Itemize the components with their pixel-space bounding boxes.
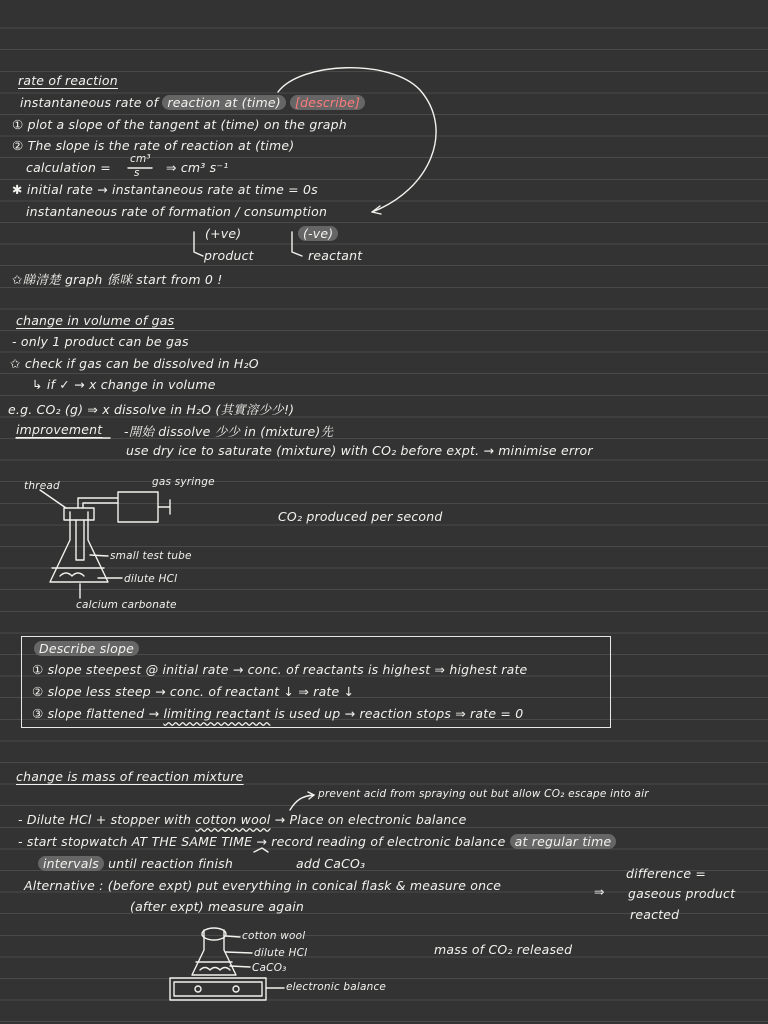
step-1 <box>12 117 347 132</box>
slope-point-3-text-a: slope flattened → <box>47 706 160 721</box>
mass-step-2-cont <box>38 856 233 871</box>
improvement-label: improvement <box>16 422 103 437</box>
thread-line <box>40 490 66 508</box>
slope-point-3-text-c: is used up → reaction stops ⇒ rate = 0 <box>274 706 524 721</box>
syringe-plunger <box>158 500 170 514</box>
prevent-arrow <box>290 795 314 810</box>
after-expt-line: (after expt) measure again <box>130 899 305 914</box>
start-from-zero-note: ✩睇清楚 graph 係咪 start from 0 ! <box>12 272 223 287</box>
alternative-line: Alternative : (before expt) put everything in conical flask & measure once <box>24 878 502 893</box>
step-2-text: The slope is the rate of reaction at (time) <box>27 138 295 153</box>
improvement-text-1: -開始 dissolve 少少 in (mixture)先 <box>124 424 334 439</box>
calculation-denominator: s <box>134 167 140 179</box>
slope-point-1-text: slope steepest @ initial rate → conc. of reactants is highest ⇒ highest rate <box>47 662 528 677</box>
calcium-carbonate-label: calcium carbonate <box>76 599 177 611</box>
highlight-reaction-at-time: reaction at (time) <box>162 95 285 110</box>
regular-time-highlight: at regular time <box>510 834 617 849</box>
small-test-tube <box>76 520 84 560</box>
flask-stopper <box>64 508 94 520</box>
mass-step-1-text-a: - Dilute HCl + stopper with <box>18 812 192 827</box>
delivery-tube-inner <box>83 503 118 508</box>
slope-point-1-number: ① <box>32 662 44 677</box>
reactant-label: reactant <box>308 248 363 263</box>
mass-step-2 <box>18 834 616 849</box>
improvement-text-2: use dry ice to saturate (mixture) with CO₂ before expt. → minimise error <box>126 443 593 458</box>
implies-arrow: ⇒ <box>594 884 605 899</box>
mass-step-1-text-c: → Place on electronic balance <box>274 812 467 827</box>
if-yes-no-change: ↳ if ✓ → x change in volume <box>32 377 216 392</box>
product-label: product <box>204 248 254 263</box>
step-2 <box>12 138 294 153</box>
instantaneous-rate-line <box>20 95 365 110</box>
calculation-numerator: cm³ <box>130 153 151 165</box>
electronic-balance-label: electronic balance <box>286 981 387 993</box>
section-title-mass: change is mass of reaction mixture <box>16 769 244 784</box>
difference-3: reacted <box>630 907 680 922</box>
cotton-wool-plug <box>202 928 226 940</box>
negative-label: (-ve) <box>298 226 338 241</box>
positive-label: (+ve) <box>205 226 242 241</box>
prevent-acid-note: prevent acid from spraying out but allow CO₂ escape into air <box>318 788 649 800</box>
step-1-number: ① <box>12 117 24 132</box>
gas-syringe <box>118 492 158 522</box>
mass-caco3-chips <box>200 968 230 971</box>
curved-arrow-head <box>372 206 381 214</box>
mass-co2-released: mass of CO₂ released <box>434 942 573 957</box>
formation-consumption-line: instantaneous rate of formation / consumption <box>26 204 328 219</box>
add-caco3: add CaCO₃ <box>296 856 366 871</box>
calculation-result: ⇒ cm³ s⁻¹ <box>166 160 229 175</box>
one-product-gas: - only 1 product can be gas <box>12 334 189 349</box>
dilute-hcl-label-2: dilute HCl <box>254 947 308 959</box>
slope-point-3-number: ③ <box>32 706 44 721</box>
limiting-reactant: limiting reactant <box>163 706 271 721</box>
balance-button-left <box>195 986 201 992</box>
cotton-wool-label: cotton wool <box>242 930 306 942</box>
describe-slope-title: Describe slope <box>34 641 139 656</box>
step-2-number: ② <box>12 138 24 153</box>
product-bracket <box>194 232 203 256</box>
check-dissolve: ✩ check if gas can be dissolved in H₂O <box>10 356 259 371</box>
caco3-label: CaCO₃ <box>252 962 287 974</box>
delivery-tube <box>78 498 118 508</box>
example-co2: e.g. CO₂ (g) ⇒ x dissolve in H₂O (其實溶少少!) <box>8 402 295 417</box>
electronic-balance <box>170 978 266 1000</box>
slope-point-3 <box>32 706 523 721</box>
balance-button-right <box>233 986 239 992</box>
section-title-rate: rate of reaction <box>18 73 118 88</box>
intervals-highlight: intervals <box>38 856 104 871</box>
gas-syringe-label: gas syringe <box>152 476 215 488</box>
instantaneous-rate-text: instantaneous rate of <box>20 95 159 110</box>
dilute-hcl-label: dilute HCl <box>124 573 178 585</box>
step-1-text: plot a slope of the tangent at (time) on the graph <box>27 117 347 132</box>
section-title-volume: change in volume of gas <box>16 313 175 328</box>
conical-flask <box>50 512 108 582</box>
calculation-label: calculation = <box>26 160 111 175</box>
until-finish-text: until reaction finish <box>108 856 234 871</box>
prevent-arrow-head <box>308 792 314 799</box>
mass-flask <box>192 930 236 975</box>
mass-step-2-text-a: - start stopwatch AT THE SAME TIME → record reading of electronic balance <box>18 834 506 849</box>
slope-point-2-number: ② <box>32 684 44 699</box>
small-test-tube-label: small test tube <box>110 550 192 562</box>
co2-per-second: CO₂ produced per second <box>278 509 443 524</box>
cotton-wool-text: cotton wool <box>195 812 271 827</box>
calcium-carbonate-chips <box>60 573 84 576</box>
mass-step-1 <box>18 812 467 827</box>
thread-label: thread <box>24 480 60 492</box>
balance-display <box>174 982 262 996</box>
slope-point-2 <box>32 684 354 699</box>
difference-1: difference = <box>626 866 707 881</box>
slope-point-2-text: slope less steep → conc. of reactant ↓ ⇒ rate ↓ <box>47 684 355 699</box>
difference-2: gaseous product <box>628 886 736 901</box>
initial-rate-note: ✱ initial rate → instantaneous rate at time = 0s <box>12 182 318 197</box>
describe-tag: [describe] <box>290 95 365 110</box>
slope-point-1 <box>32 662 527 677</box>
